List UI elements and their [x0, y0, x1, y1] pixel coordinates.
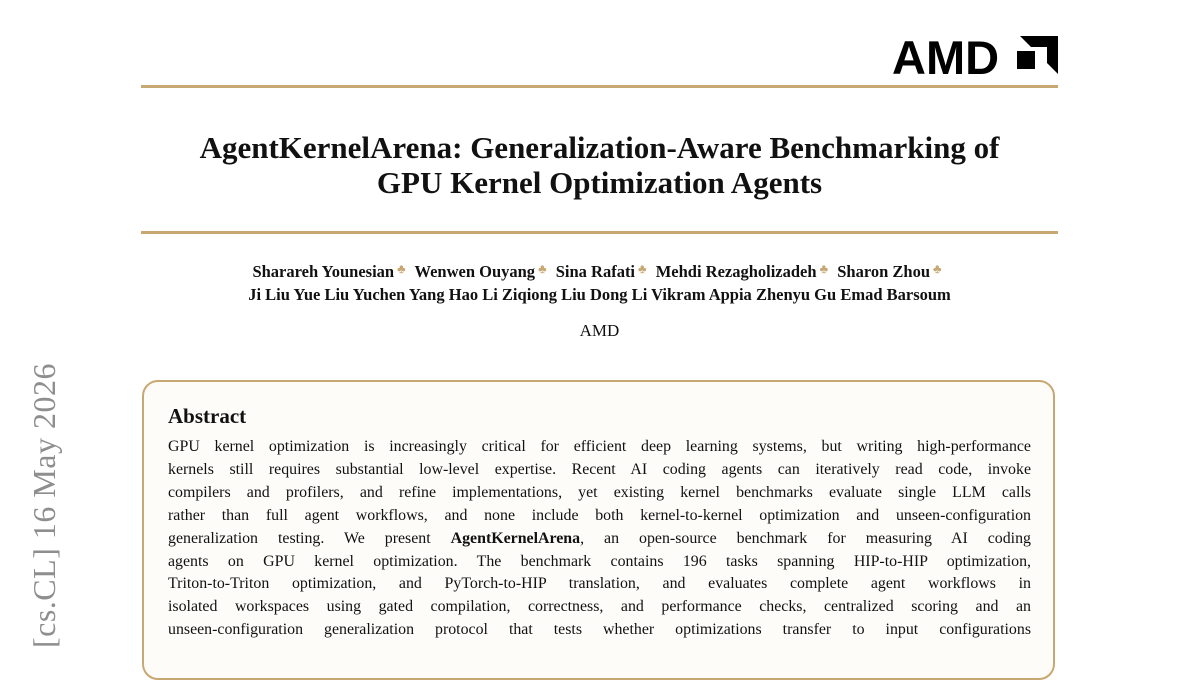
author-name: Emad Barsoum [840, 285, 951, 304]
author-name: Ziqiong Liu [501, 285, 586, 304]
author-name: Yuchen Yang [352, 285, 445, 304]
abstract-line: rather than full agent workflows, and none include both kernel-to-kernel optimization and unseen-configuration [168, 506, 1031, 524]
author-line-1 [141, 261, 1058, 284]
title-line-1: AgentKernelArena: Generalization-Aware Benchmarking of [199, 130, 1000, 165]
author-name: Yue Liu [293, 285, 350, 304]
amd-logo [892, 34, 1060, 78]
club-icon: ♣ [933, 261, 942, 276]
abstract-line: kernels still requires substantial low-level expertise. Recent AI coding agents can iteratively read code, invoke [168, 460, 1031, 478]
author-name: Zhenyu Gu [755, 285, 837, 304]
author-name: Ji Liu [248, 285, 290, 304]
author-name: Mehdi Rezagholizadeh [655, 262, 817, 281]
author-name: Vikram Appia [651, 285, 752, 304]
author-name: Hao Li [448, 285, 498, 304]
paper-title [141, 130, 1058, 200]
amd-logo-text: AMD [892, 34, 1000, 78]
title-line-2: GPU Kernel Optimization Agents [376, 165, 823, 200]
title-divider [141, 231, 1058, 234]
top-divider [141, 85, 1058, 88]
author-list [141, 261, 1058, 306]
club-icon: ♣ [397, 261, 406, 276]
author-name: Sina Rafati [555, 262, 636, 281]
arxiv-stamp: [cs.CL] 16 May 2026 [26, 362, 62, 648]
amd-arrow-icon [1017, 36, 1058, 74]
club-icon: ♣ [638, 261, 647, 276]
author-name: Dong Li [589, 285, 648, 304]
abstract-heading: Abstract [168, 404, 247, 428]
benchmark-name: AgentKernelArena [450, 529, 581, 547]
abstract-line: Triton-to-Triton optimization, and PyTorch-to-HIP translation, and evaluates complete agent workflows in [168, 575, 1031, 593]
abstract-line-6 [168, 528, 1031, 551]
club-icon: ♣ [538, 261, 547, 276]
author-name: Sharareh Younesian [252, 262, 395, 281]
affiliation: AMD [579, 321, 620, 340]
abstract-line: agents on GPU kernel optimization. The benchmark contains 196 tasks spanning HIP-to-HIP optimization, [168, 552, 1031, 570]
abstract-line: GPU kernel optimization is increasingly critical for efficient deep learning systems, but writing high-performance [168, 438, 1031, 455]
author-name: Wenwen Ouyang [414, 262, 536, 281]
abstract-text: We present [344, 529, 431, 547]
author-line-2 [141, 284, 1058, 306]
abstract-text: generalization testing. [168, 529, 325, 547]
abstract-body [168, 436, 1031, 642]
abstract-line: unseen-configuration generalization protocol that tests whether optimizations transfer to input configurations [168, 621, 1031, 639]
author-name: Sharon Zhou [837, 262, 931, 281]
abstract-line: isolated workspaces using gated compilation, correctness, and performance checks, centralized scoring and an [168, 598, 1031, 616]
abstract-line: compilers and profilers, and refine implementations, yet existing kernel benchmarks evaluate single LLM calls [168, 483, 1031, 501]
abstract-text: , an open-source benchmark for measuring AI coding [580, 529, 1031, 547]
club-icon: ♣ [819, 261, 829, 276]
